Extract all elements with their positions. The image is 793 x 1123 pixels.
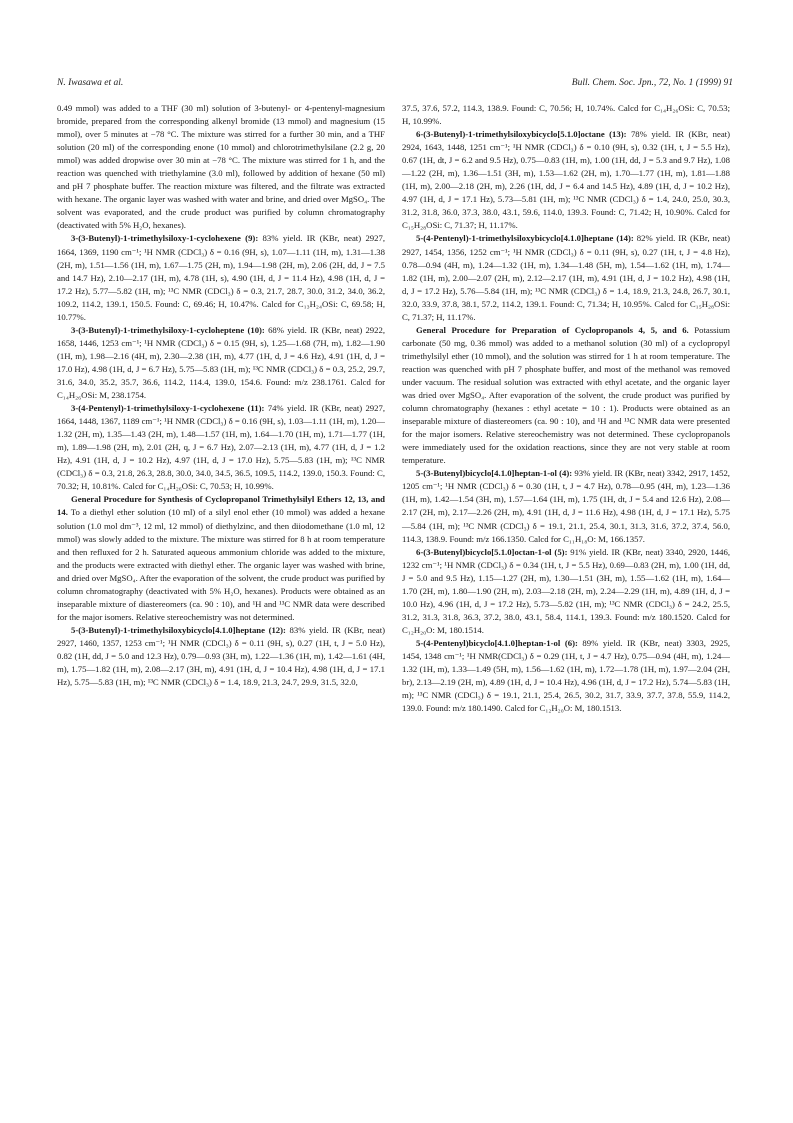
compound-heading: 3-(3-Butenyl)-1-trimethylsiloxy-1-cycloheptene (10):	[71, 324, 265, 335]
running-header-authors: N. Iwasawa et al.	[57, 78, 124, 88]
paragraph-text: Potassium carbonate (50 mg, 0.36 mmol) was added to a methanol solution (30 ml) of a cyclopropyl trimethylsilyl ether (10 mmol), and the solution was stirred for 1 h at room temperature. The reaction was quenched with pH 7 phosphate buffer, and most of the methanol was removed under vacuum. The residual solution was extracted with ethyl acetate, and the organic layer was dried over MgSO₄. After evaporation of the solvent, the crude product was purified by column chromatography (hexanes : ethyl acetate = 10 : 1). Products were obtained as an inseparable mixture of diastereomers (ca. 90 : 10), and ¹H and ¹³C NMR data were presented for the major isomers. Relative stereochemistry was not determined. These cyclopropanols were immediately used for the oxidation reactions, since they are not very stable at room temperature.	[402, 324, 730, 466]
paragraph	[57, 232, 385, 323]
paragraph	[402, 102, 730, 128]
compound-heading: 5-(3-Butenyl)bicyclo[4.1.0]heptan-1-ol (4):	[416, 468, 573, 479]
paragraph-text: 91% yield. IR (KBr, neat) 3340, 2920, 1446, 1232 cm⁻¹; ¹H NMR (CDCl₃) δ = 0.34 (1H, t, J = 5.5 Hz), 0.69—0.83 (2H, m), 1.00 (1H, dd, J = 5.0 and 9.5 Hz), 1.15—1.27 (2H, m), 1.30—1.51 (3H, m), 1.55—1.62 (1H, m), 1.64—1.70 (2H, m), 1.80—1.90 (2H, m), 2.03—2.18 (2H, m), 2.24—2.29 (1H, m), 4.89 (1H, d, J = 10.0 Hz), 4.96 (1H, d, J = 17.2 Hz), 5.73—5.82 (1H, m); ¹³C NMR (CDCl₃) δ = 24.2, 25.5, 31.2, 31.3, 31.8, 36.3, 37.2, 38.0, 43.1, 58.4, 114.1, 139.3. Found: m/z 180.1520. Calcd for C₁₂H₂₀O: M, 180.1514.	[402, 546, 730, 635]
compound-heading: 5-(3-Butenyl)-1-trimethylsiloxybicyclo[4.1.0]heptane (12):	[71, 624, 286, 635]
paragraph	[402, 232, 730, 323]
paragraph-text: 89% yield. IR (KBr, neat) 3303, 2925, 1454, 1348 cm⁻¹; ¹H NMR(CDCl₃) δ = 0.29 (1H, t, J = 4.7 Hz), 0.75—0.94 (4H, m), 1.24—1.32 (1H, m), 1.33—1.49 (5H, m), 1.56—1.62 (1H, m), 1.72—1.78 (1H, m), 1.97—2.04 (2H, br), 2.13—2.19 (2H, m), 4.89 (1H, d, J = 10.4 Hz), 4.96 (1H, d, J = 17.2 Hz), 5.74—5.83 (1H, m); ¹³C NMR (CDCl₃) δ = 19.1, 21.1, 25.4, 26.5, 30.2, 31.7, 33.9, 37.7, 37.8, 55.9, 114.2, 139.0. Found: m/z 180.1490. Calcd for C₁₂H₂₀O: M, 180.1513.	[402, 637, 730, 714]
procedure-heading: General Procedure for Synthesis of Cyclopropanol Trimethylsilyl Ethers 12, 13, and 14.	[57, 494, 385, 518]
paragraph	[57, 402, 385, 493]
paragraph	[57, 493, 385, 623]
compound-heading: 5-(4-Pentenyl)-1-trimethylsiloxybicyclo[4.1.0]heptane (14):	[416, 233, 634, 244]
compound-heading: 3-(4-Pentenyl)-1-trimethylsiloxy-1-cyclohexene (11):	[71, 403, 265, 414]
paragraph	[402, 128, 730, 232]
paragraph	[402, 546, 730, 637]
paragraph-text: 0.49 mmol) was added to a THF (30 ml) solution of 3-butenyl- or 4-pentenyl-magnesium bromide, prepared from the corresponding alkenyl bromide (13 mmol) and magnesium (15 mmol), over 5 minutes at −78 °C. The mixture was stirred for a further 30 min, and a THF solution (20 ml) of the corresponding enone (10 mmol) and chlorotrimethylsilane (2.2 g, 20 mmol) was added dropwise over 30 min at −78 °C. The mixture was stirred for 1 h, and the reaction was quenched with triethylamine (3.0 ml), followed by addition of hexane (50 ml) and pH 7 phosphate buffer. The reaction mixture was filtered, and the filtrate was extracted with hexane. The organic layer was washed with water and brine, and dried over MgSO₄. The solvent was evaporated, and the crude product was purified by column chromatography (deactivated with 5% H₂O, hexanes).	[57, 103, 385, 231]
paragraph-text: 37.5, 37.6, 57.2, 114.3, 138.9. Found: C, 70.56; H, 10.74%. Calcd for C₁₄H₂₆OSi: C, 70.53; H, 10.99%.	[402, 103, 730, 127]
paragraph-text: 93% yield. IR (KBr, neat) 3342, 2917, 1452, 1205 cm⁻¹; ¹H NMR (CDCl₃) δ = 0.30 (1H, t, J = 4.7 Hz), 0.78—0.95 (4H, m), 1.23—1.36 (1H, m), 1.42—1.54 (3H, m), 1.57—1.64 (1H, m), 1.75 (1H, dt, J = 5.4 and 12.6 Hz), 2.08—2.17 (2H, m), 2.17—2.26 (2H, m), 4.91 (1H, d, J = 11.6 Hz), 4.98 (1H, d, J = 17.1 Hz), 5.75—5.84 (1H, m); ¹³C NMR (CDCl₃) δ = 19.1, 21.1, 25.4, 30.1, 31.3, 31.6, 37.2, 37.4, 56.0, 114.3, 138.9. Found: m/z 166.1350. Calcd for C₁₁H₁₈O: M, 166.1357.	[402, 468, 730, 544]
compound-heading: 5-(4-Pentenyl)bicyclo[4.1.0]heptan-1-ol (6):	[416, 637, 578, 648]
paragraph-text: 82% yield. IR (KBr, neat) 2927, 1454, 1356, 1252 cm⁻¹; ¹H NMR (CDCl₃) δ = 0.11 (9H, s), 0.27 (1H, t, J = 4.8 Hz), 0.78—0.94 (4H, m), 1.24—1.32 (1H, m), 1.34—1.48 (5H, m), 1.54—1.62 (1H, m), 1.74—1.82 (1H, m), 2.00—2.07 (2H, m), 2.12—2.17 (1H, m), 4.91 (1H, d, J = 10.2 Hz), 4.98 (1H, d, J = 17.2 Hz), 5.76—5.84 (1H, m); ¹³C NMR (CDCl₃) δ = 1.4, 18.9, 21.3, 24.8, 26.7, 30.1, 32.0, 33.9, 37.8, 38.1, 57.2, 114.2, 139.1. Found: C, 71.34; H, 10.95%. Calcd for C₁₅H₂₈OSi: C, 71.37; H, 11.17%.	[402, 233, 730, 322]
compound-heading: 6-(3-Butenyl)bicyclo[5.1.0]octan-1-ol (5):	[416, 546, 568, 557]
paragraph-text: 78% yield. IR (KBr, neat) 2924, 1643, 1448, 1251 cm⁻¹; ¹H NMR (CDCl₃) δ = 0.10 (9H, s), 0.32 (1H, t, J = 5.5 Hz), 0.67 (1H, dt, J = 6.2 and 9.5 Hz), 0.75—0.83 (1H, m), 1.00 (1H, dd, J = 5.3 and 9.7 Hz), 1.08—1.22 (2H, m), 1.36—1.51 (3H, m), 1.53—1.62 (2H, m), 1.70—1.77 (1H, m), 1.81—1.88 (1H, m), 2.00—2.18 (2H, m), 2.26 (1H, dd, J = 6.4 and 14.5 Hz), 4.89 (1H, d, J = 10.2 Hz), 4.97 (1H, d, J = 17.1 Hz), 5.73—5.81 (1H, m); ¹³C NMR (CDCl₃) δ = 1.4, 24.0, 25.0, 30.3, 31.2, 31.8, 36.0, 37.3, 38.0, 43.1, 59.6, 114.0, 139.3. Found: C, 71.42; H, 10.90%. Calcd for C₁₅H₂₈OSi: C, 71.37; H, 11.17%.	[402, 129, 730, 231]
paragraph-text: 83% yield. IR (KBr, neat) 2927, 1460, 1357, 1253 cm⁻¹; ¹H NMR (CDCl₃) δ = 0.11 (9H, s), 0.27 (1H, t, J = 5.0 Hz), 0.82 (1H, dd, J = 5.0 and 12.3 Hz), 0.79—0.93 (3H, m), 1.22—1.36 (1H, m), 1.42—1.61 (4H, m), 1.75—1.82 (1H, m), 2.08—2.17 (3H, m), 4.91 (1H, d, J = 10.4 Hz), 4.98 (1H, d, J = 17.1 Hz), 5.75—5.83 (1H, m); ¹³C NMR (CDCl₃) δ = 1.4, 18.9, 21.3, 24.7, 29.9, 31.5, 32.0,	[57, 624, 385, 688]
paragraph	[57, 624, 385, 689]
paragraph	[402, 324, 730, 468]
left-column	[57, 102, 385, 689]
paragraph-text: 83% yield. IR (KBr, neat) 2927, 1664, 1369, 1190 cm⁻¹; ¹H NMR (CDCl₃) δ = 0.16 (9H, s), 1.07—1.11 (1H, m), 1.31—1.38 (2H, m), 1.51—1.56 (1H, m), 1.67—1.75 (2H, m), 1.94—1.98 (2H, m), 2.06 (2H, dd, J = 7.5 and 14.7 Hz), 2.10—2.17 (1H, m), 4.78 (1H, s), 4.90 (1H, d, J = 11.4 Hz), 4.98 (1H, d, J = 17.2 Hz), 5.77—5.82 (1H, m); ¹³C NMR (CDCl₃) δ = 0.3, 21.7, 28.7, 30.0, 31.2, 34.0, 36.2, 109.2, 114.2, 139.1, 150.5. Found: C, 69.46; H, 10.47%. Calcd for C₁₃H₂₄OSi: C, 69.58; H, 10.77%.	[57, 233, 385, 322]
procedure-heading: General Procedure for Preparation of Cyclopropanols 4, 5, and 6.	[416, 324, 689, 335]
paragraph	[402, 467, 730, 545]
running-header-journal: Bull. Chem. Soc. Jpn., 72, No. 1 (1999) 91	[571, 78, 733, 88]
paragraph	[57, 102, 385, 232]
paragraph	[57, 324, 385, 402]
compound-heading: 6-(3-Butenyl)-1-trimethylsiloxybicyclo[5.1.0]octane (13):	[416, 129, 627, 140]
paragraph-text: 68% yield. IR (KBr, neat) 2922, 1658, 1446, 1253 cm⁻¹; ¹H NMR (CDCl₃) δ = 0.15 (9H, s), 1.25—1.68 (7H, m), 1.82—1.90 (1H, m), 1.98—2.16 (4H, m), 2.30—2.38 (1H, m), 4.77 (1H, d, J = 4.6 Hz), 4.91 (1H, d, J = 17.0 Hz), 4.98 (1H, d, J = 6.7 Hz), 5.75—5.83 (1H, m); ¹³C NMR (CDCl₃) δ = 0.3, 25.2, 29.7, 31.6, 34.0, 35.2, 35.7, 36.6, 114.2, 114.4, 139.0, 154.6. Found: m/z 238.1761. Calcd for C₁₄H₂₆OSi: M, 238.1754.	[57, 324, 385, 401]
paragraph	[402, 637, 730, 715]
compound-heading: 3-(3-Butenyl)-1-trimethylsiloxy-1-cyclohexene (9):	[71, 233, 259, 244]
paragraph-text: 74% yield. IR (KBr, neat) 2927, 1664, 1448, 1367, 1189 cm⁻¹; ¹H NMR (CDCl₃) δ = 0.16 (9H, s), 1.03—1.11 (1H, m), 1.20—1.32 (2H, m), 1.35—1.43 (2H, m), 1.48—1.57 (1H, m), 1.64—1.70 (1H, m), 1.71—1.77 (1H, m), 1.89—1.98 (2H, m), 2.01 (2H, q, J = 6.7 Hz), 2.07—2.13 (1H, m), 4.77 (1H, d, J = 1.2 Hz), 4.91 (1H, d, J = 10.2 Hz), 4.97 (1H, d, J = 17.0 Hz), 5.75—5.83 (1H, m); ¹³C NMR (CDCl₃) δ = 0.3, 21.8, 26.3, 28.8, 30.0, 34.0, 34.5, 36.5, 109.5, 114.2, 139.0, 150.3. Found: C, 70.32; H, 10.81%. Calcd for C₁₄H₂₆OSi: C, 70.53; H, 10.99%.	[57, 403, 385, 492]
right-column	[402, 102, 730, 715]
paragraph-text: To a diethyl ether solution (10 ml) of a silyl enol ether (10 mmol) was added a hexane solution (1.0 mol dm⁻³, 12 ml, 12 mmol) of diethylzinc, and then diiodomethane (1.0 ml, 12 mmol) was slowly added to the mixture. The mixture was stirred for 8 h at room temperature and then refluxed for 2 h. Saturated aqueous ammonium chloride was added to the mixture, and the products were extracted with diethyl ether. The organic layer was washed with brine, and dried over MgSO₄. After the evaporation of the solvent, the crude product was purified by column chromatography (deactivated with 5% H₂O, hexanes). Products were obtained as an inseparable mixture of diastereomers (ca. 90 : 10), and ¹H and ¹³C NMR data were described for the major isomers. Relative stereochemistry was not determined.	[57, 507, 385, 622]
